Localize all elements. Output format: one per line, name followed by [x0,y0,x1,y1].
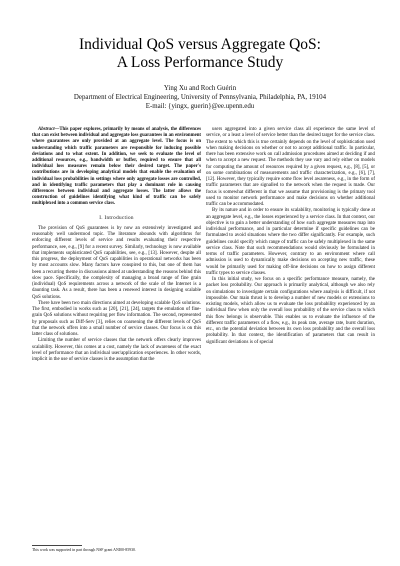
abstract-text: This paper explores, primarily by means of analysis, the differences that can exist between individual and aggregate loss guarantees in an environment where guarantees are only provided at an aggregate level. The focus is on understanding which traffic parameters are responsible for inducing possible deviations and to what extent. In addition, we seek to evaluate the level of additional resources, e.g., bandwidth or buffer, required to ensure that all individual loss measures remain below their desired target. The paper's contributions are in developing analytical models that enable the evaluation of individual loss probabilities in settings where only aggregate losses are controlled, and in identifying traffic parameters that play a dominant role in causing differences between individual and aggregate losses. The latter allows the construction of guidelines identifying what kind of traffic can be safely multiplexed into a common service class. [32,127,201,207]
author-block [0,84,400,111]
left-column [32,127,201,363]
title-line-2: A Loss Performance Study [116,54,284,71]
author-names: Ying Xu and Roch Guérin [163,85,237,92]
paper-title [0,36,400,72]
right-paragraph-2: By its nature and in order to ensure its scalability, monitoring is typically done at an aggregate level, e.g., the losses experienced by a service class. In that context, our objective is to gain a better understanding of how such aggregate measures map into individual performance, and in particular determine if specific guidelines can be formulated to avoid situations where the two differ significantly. For example, such guidelines could specify which range of traffic can be safely multiplexed in the same service class. Note that such recommendations would obviously be formulated in terms of traffic parameters. However, contrary to an environment where call admission is used to dynamically make decisions on accepting new traffic, these would be primarily used for making off-line decisions on how to assign different traffic types to service classes. [206,208,375,276]
right-paragraph-1: users aggregated into a given service class all experience the same level of service, or a least a level of service better than the desired target for the service class. The extent to which this is true certainly depends on the level of sophistication used when making decisions on whether or not to accept additional traffic. In particular, there has been extensive work on call admission procedures aimed at deciding if and when to accept a new request. The methods they use vary and rely either on models for computing the amount of resources required by a given request, e.g., [8], [5], or on some combinations of measurements and traffic characterization, e.g., [6], [7], [12]. However, they typically require some flow level awareness, e.g., in the form of traffic parameters that are signalled to the network when the request is made. Our focus is somewhat different in that we assume that provisioning is the primary tool used to monitor network performance and make decisions on whether additional traffic can be accommodated. [206,127,375,207]
intro-paragraph-2: There have been two main directions aimed at developing scalable QoS solutions. The first, embodied in works such as [20], [21], [24], targets the emulation of fine-grain QoS solutions without requiring per flow information. The second, represented by proposals such as Diff-Serv [3], relies on coarsening the different levels of QoS that the network offers into a small number of service classes. Our focus is on this latter class of solutions. [32,300,201,338]
title-line-1: Individual QoS versus Aggregate QoS: [79,36,321,53]
right-column [206,127,375,346]
right-paragraph-3: In this initial study, we focus on a specific performance measure, namely, the packet loss probability. Our approach is primarily analytical, although we also rely on simulations to investigate certain configurations where analysis is difficult, if not impossible. Our main thrust is to develop a number of new models or extensions to existing models, which allow us to evaluate the loss probability experienced by an individual flow when only the overall loss probability of the service class to which this flow belongs is observable. This enables us to evaluate the influence of the different traffic parameters of a flow, e.g., its peak rate, average rate, burst duration, etc., on the potential deviation between its own loss probability and the overall loss probability. In that context, the identification of parameters that can result in significant deviations is of special [206,277,375,345]
abstract-lead: Abstract— [38,127,60,132]
abstract [32,127,201,208]
funding-footnote: This work was supported in part through NSF grant ANI00-85930. [32,548,136,552]
section-heading-introduction: I. Introduction [99,214,134,221]
footnote-rule [32,545,82,546]
author-email: E-mail: {yingx, guerin}@ee.upenn.edu [145,103,255,110]
author-affiliation: Department of Electrical Engineering, University of Pennsylvania, Philadelphia, PA, 19104 [73,94,327,101]
intro-paragraph-3: Limiting the number of service classes that the network offers clearly improves scalability. However, this comes at a cost, namely the lack of awareness of the exact level of performance that an individual user/application experiences. In other words, implicit in the use of service classes is the assumption that the [32,338,201,363]
intro-paragraph-1: The provision of QoS guarantees is by now an extensively investigated and reasonably well understood topic. The literature abounds with algorithms for enforcing different levels of service and results evaluating their respective performance, see, e.g., [9] for a recent survey. Similarly, technology is now available that implements sophisticated QoS capabilities, see, e.g., [13]. However, despite all this progress, the deployment of QoS capabilities in operational networks has been by most accounts slow. Many factors have conspired to this, but one of them has been a recurring theme in discussions aimed at understanding the reasons behind this slow pace. Specifically, the complexity of managing a broad range of fine grain (individual) QoS requirements across a network of the scale of the Internet is a daunting task. As a result, there has been a renewed interest in designing scalable QoS solutions. [32,225,201,300]
